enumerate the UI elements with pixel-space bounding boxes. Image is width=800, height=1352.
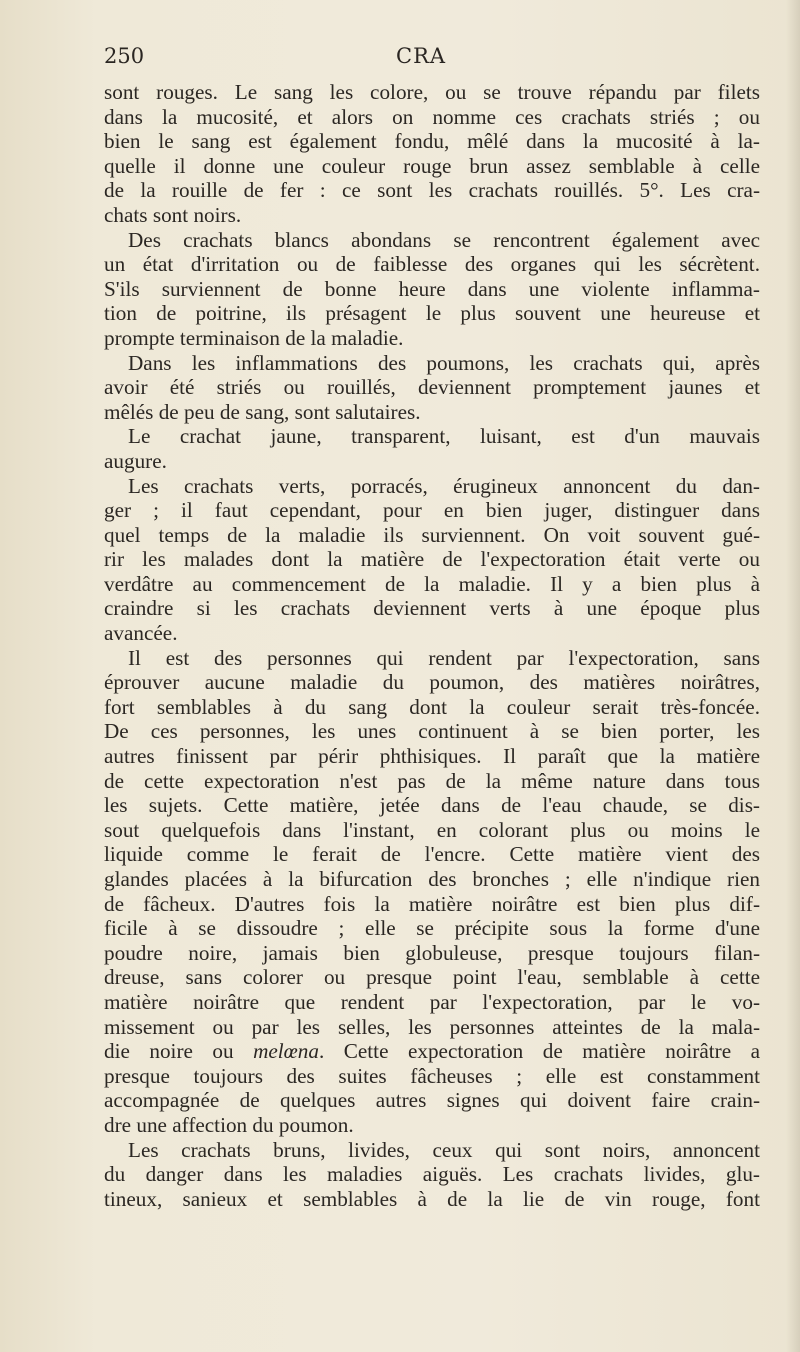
running-head: CRA [396,44,447,68]
text-line: rir les malades dont la matière de l'expectoration était verte ou [104,547,760,572]
text-line: avancée. [104,621,178,646]
text-line: ficile à se dissoudre ; elle se précipite sous la forme d'une [104,916,760,941]
text-line: sout quelquefois dans l'instant, en colorant plus ou moins le [104,817,760,842]
text-line: avoir été striés ou rouillés, deviennent promptement jaunes et [104,375,760,400]
text-line: dre une affection du poumon. [104,1112,354,1137]
text-line: sont rouges. Le sang les colore, ou se trouve répandu par filets [104,80,760,104]
text-line: poudre noire, jamais bien globuleuse, presque toujours filan- [104,940,760,965]
text-line: autres finissent par périr phthisiques. Il paraît que la matière [104,744,760,769]
text-line: les sujets. Cette matière, jetée dans de l'eau chaude, se dis- [104,793,760,818]
text-line: S'ils surviennent de bonne heure dans une violente inflamma- [104,276,760,301]
text-line: craindre si les crachats deviennent verts à une époque plus [104,596,760,621]
page-gutter-shadow [786,0,800,1352]
text-line-with-italic [104,1039,760,1064]
text-line: ger ; il faut cependant, pour en bien juger, distinguer dans [104,498,760,523]
italic-term: melœna [253,1039,319,1064]
text-line: de fâcheux. D'autres fois la matière noirâtre est bien plus dif- [104,891,760,916]
text-line: quel temps de la maladie ils surviennent. On voit souvent gué- [104,522,760,547]
text-line: augure. [104,448,167,473]
text-line: fort semblables à du sang dont la couleur serait très-foncée. [104,694,760,719]
text-line: de cette expectoration n'est pas de la même nature dans tous [104,768,760,793]
text-line: de la rouille de fer : ce sont les crachats rouillés. 5°. Les cra- [104,178,760,203]
text-line: bien le sang est également fondu, mêlé dans la mucosité à la- [104,129,760,154]
text-line: missement ou par les selles, les personnes atteintes de la mala- [104,1014,760,1039]
text-line: glandes placées à la bifurcation des bronches ; elle n'indique rien [104,867,760,891]
text-line: dans la mucosité, et alors on nomme ces crachats striés ; ou [104,104,760,129]
text-line: prompte terminaison de la maladie. [104,325,404,350]
text-line: tion de poitrine, ils présagent le plus souvent une heureuse et [104,301,760,326]
text-line: liquide comme le ferait de l'encre. Cette matière vient des [104,842,760,867]
body-text [104,80,760,1211]
paragraph-first-line: Les crachats bruns, livides, ceux qui sont noirs, annoncent [128,1137,760,1162]
paragraph-first-line: Les crachats verts, porracés, érugineux annoncent du dan- [128,473,760,498]
text-line: presque toujours des suites fâcheuses ; elle est constamment [104,1063,760,1088]
text-line: dreuse, sans colorer ou presque point l'eau, semblable à cette [104,965,760,990]
text-line: accompagnée de quelques autres signes qui doivent faire crain- [104,1088,760,1113]
text-line: tineux, sanieux et semblables à de la lie de vin rouge, font [104,1186,760,1211]
text-line: mêlés de peu de sang, sont salutaires. [104,399,421,424]
paragraph-first-line: Des crachats blancs abondans se rencontrent également avec [128,227,760,252]
paragraph-first-line: Il est des personnes qui rendent par l'expectoration, sans [128,645,760,670]
text-segment: . Cette expectoration de matière noirâtre a [318,1039,760,1064]
paragraph-first-line: Le crachat jaune, transparent, luisant, est d'un mauvais [128,424,760,449]
text-line: un état d'irritation ou de faiblesse des organes qui les sécrètent. [104,252,760,277]
page-header [104,44,760,72]
text-line: verdâtre au commencement de la maladie. Il y a bien plus à [104,571,760,596]
text-line: du danger dans les maladies aiguës. Les crachats livides, glu- [104,1162,760,1187]
page-number: 250 [104,44,145,68]
text-line: éprouver aucune maladie du poumon, des matières noirâtres, [104,670,760,695]
paragraph-first-line: Dans les inflammations des poumons, les crachats qui, après [128,350,760,375]
text-line: chats sont noirs. [104,202,242,227]
text-line: matière noirâtre que rendent par l'expectoration, par le vo- [104,989,760,1014]
text-segment: die noire ou [104,1039,254,1064]
text-line: De ces personnes, les unes continuent à se bien porter, les [104,719,760,744]
text-line: quelle il donne une couleur rouge brun assez semblable à celle [104,153,760,178]
